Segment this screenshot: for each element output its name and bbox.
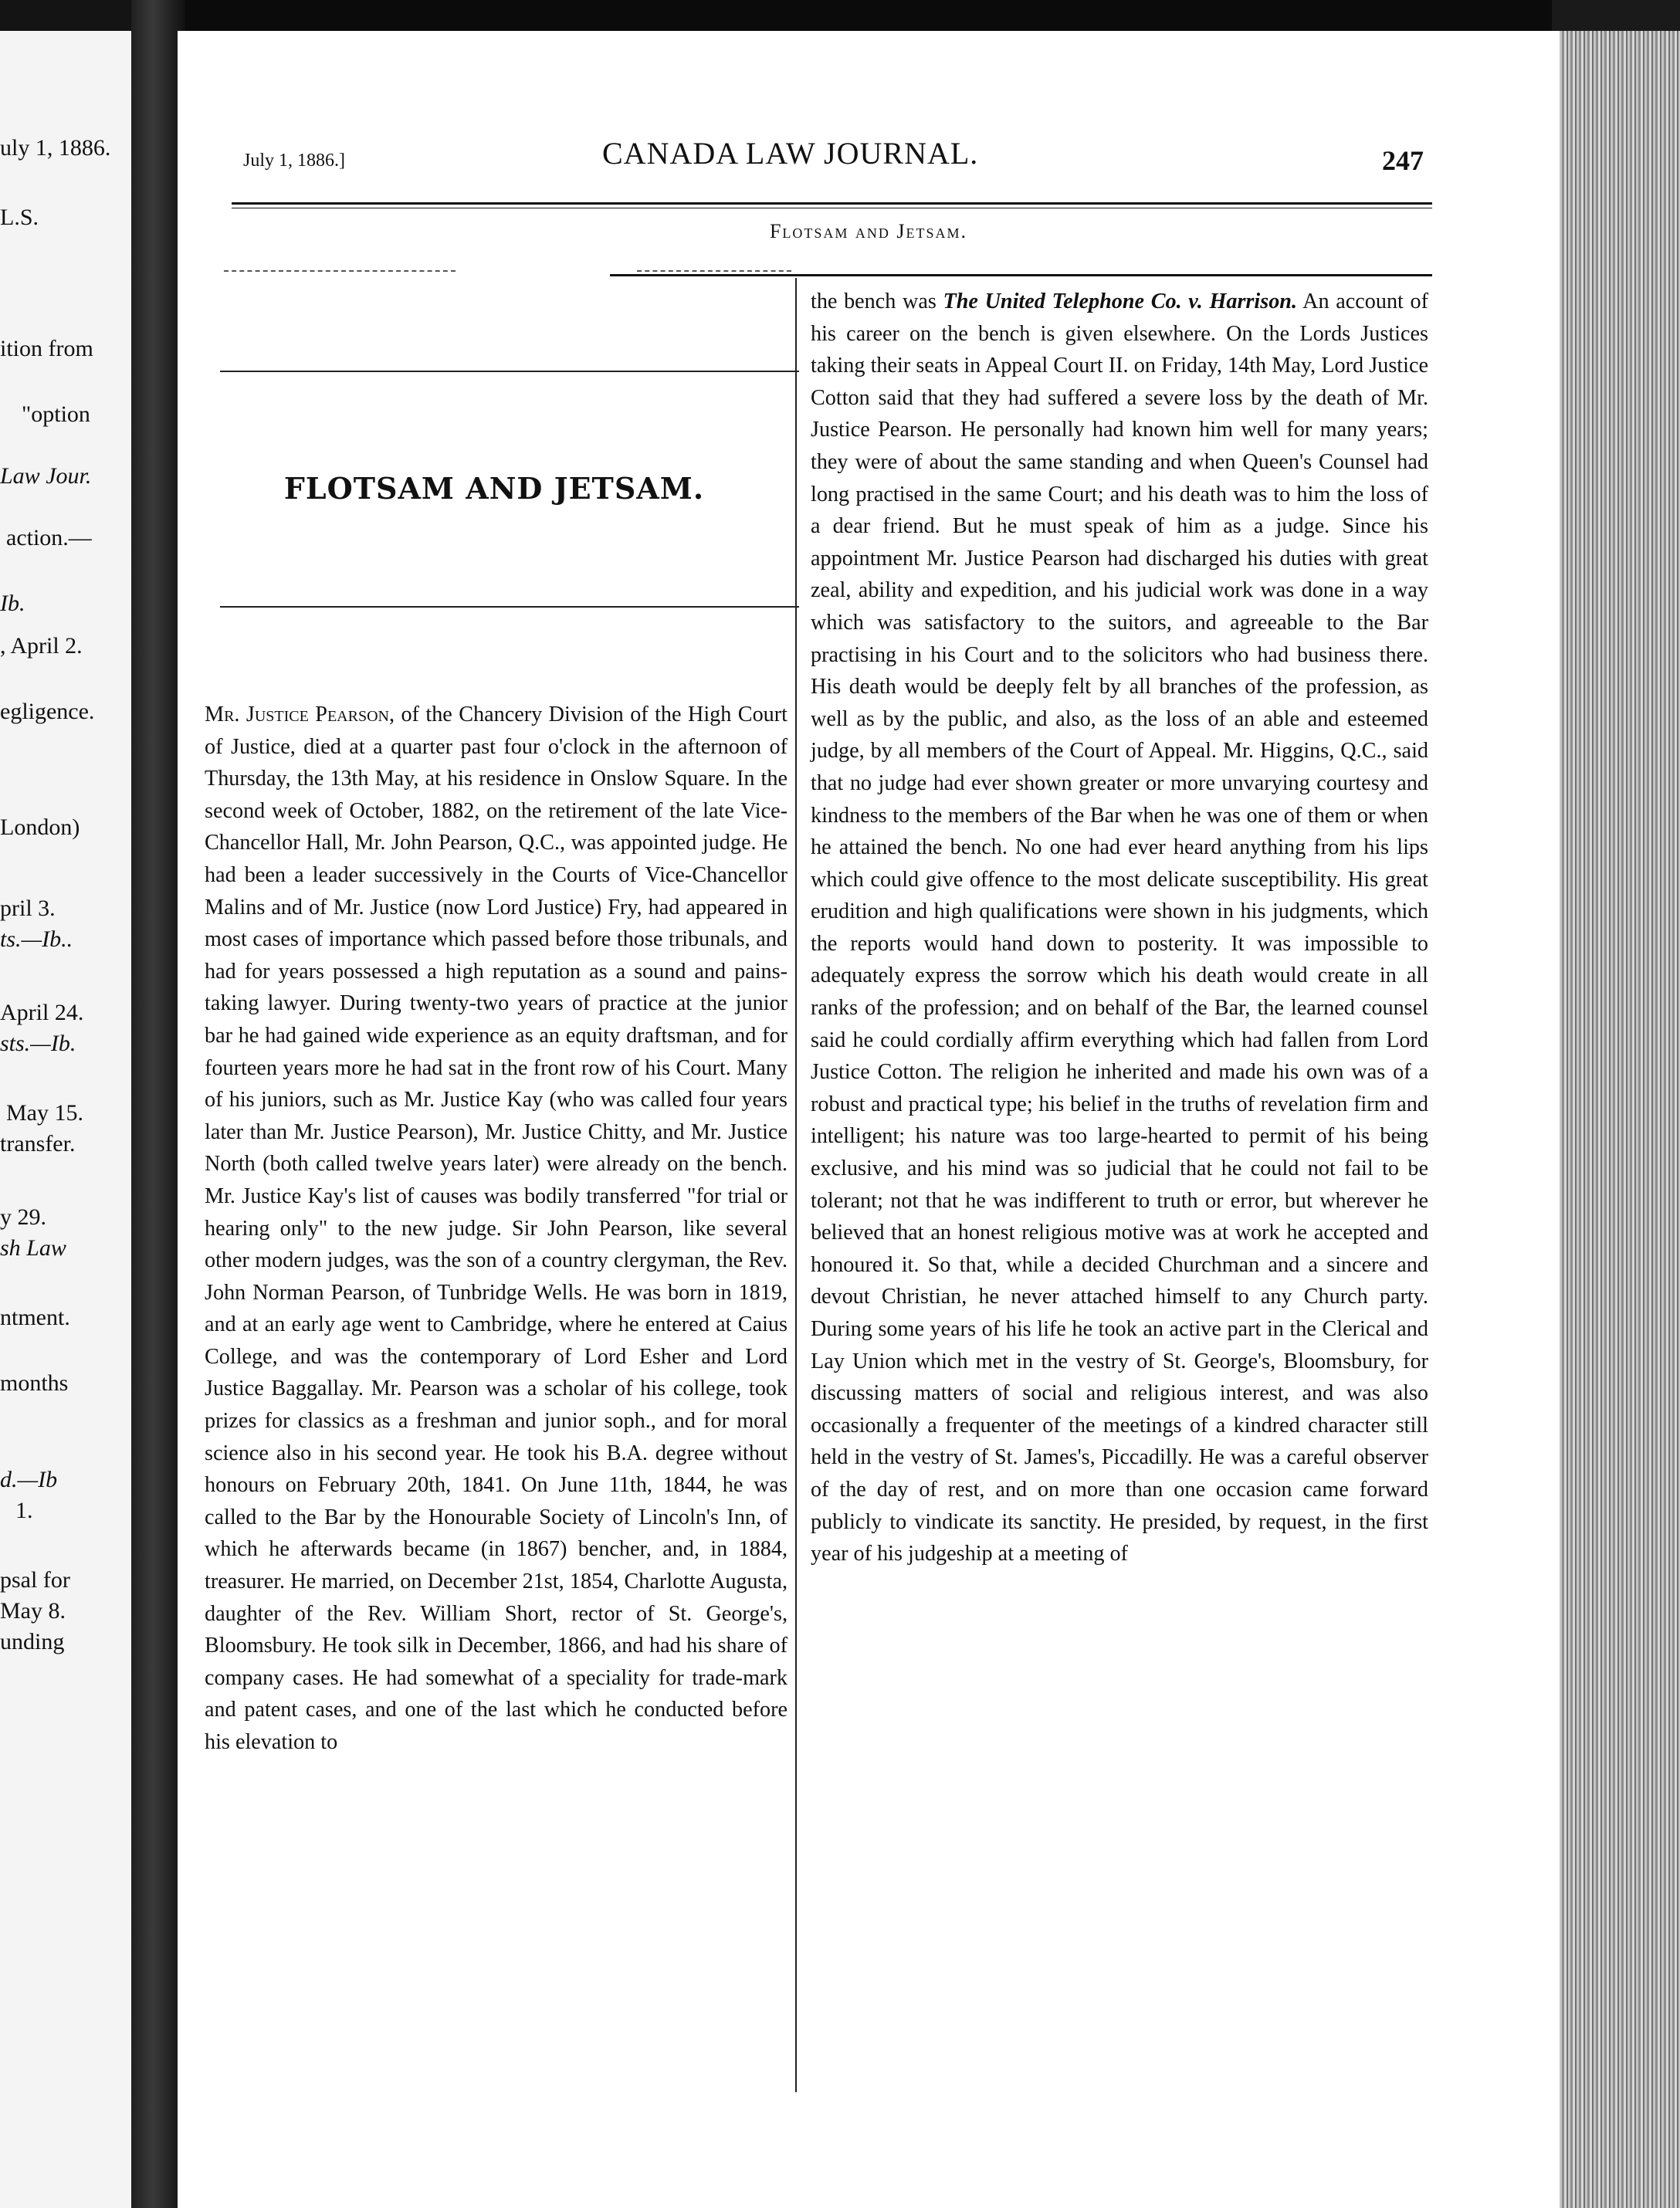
case-name: The United Telephone Co. v. Harrison. bbox=[943, 290, 1298, 313]
adjacent-fragment: ts.—Ib.. bbox=[0, 926, 73, 952]
adjacent-fragment: , April 2. bbox=[0, 633, 83, 659]
column-divider bbox=[795, 278, 797, 2092]
adjacent-fragment: pril 3. bbox=[0, 896, 56, 921]
left-column-text bbox=[205, 699, 788, 1759]
header-date: July 1, 1886.] bbox=[243, 151, 345, 171]
section-heading: Flotsam and Jetsam. bbox=[769, 220, 968, 242]
adjacent-fragment: Ib. bbox=[0, 591, 25, 616]
adjacent-fragment: psal for bbox=[0, 1567, 70, 1593]
journal-title: CANADA LAW JOURNAL. bbox=[602, 136, 979, 171]
adjacent-fragment: unding bbox=[0, 1629, 65, 1654]
adjacent-fragment: Law Jour. bbox=[0, 463, 92, 489]
adjacent-fragment: ition from bbox=[0, 336, 93, 361]
adjacent-page-strip bbox=[0, 31, 141, 2208]
adjacent-fragment: uly 1, 1886. bbox=[0, 135, 111, 161]
adjacent-fragment: May 8. bbox=[0, 1598, 66, 1624]
right-column-start: the bench was bbox=[811, 290, 943, 313]
header-rule bbox=[232, 202, 1432, 208]
headline-rule-bottom bbox=[220, 606, 799, 608]
adjacent-fragment: transfer. bbox=[0, 1131, 76, 1156]
adjacent-fragment: May 15. bbox=[6, 1100, 83, 1126]
adjacent-fragment: sh Law bbox=[0, 1235, 66, 1261]
adjacent-fragment: y 29. bbox=[0, 1204, 46, 1230]
headline-rule-top bbox=[220, 371, 799, 372]
left-column-body: , of the Chancery Division of the High Court of Justice, died at a quarter past four o'clock in the afternoon of Thursday, the 13th May, at his residence in Onslow Square. In the second week of October, 1882, on the retirement of the late Vice-Chancellor Hall, Mr. John Pearson, Q.C., was appointed judge. He had been a leader successively in the Courts of Vice-Chancellor Malins and of Mr. Justice (now Lord Justice) Fry, had appeared in most cases of importance which passed before those tribunals, and had for years possessed a high reputation as a sound and pains-taking lawyer. During twenty-two years of practice at the junior bar he had gained wide experience as an equity draftsman, and for fourteen years more he had sat in the front row of his Court. Many of his juniors, such as Mr. Justice Kay (who was called four years later than Mr. Justice Pearson), Mr. Justice Chitty, and Mr. Justice North (both called twelve years later) were already on the bench. Mr. Justice Kay's list of causes was bodily transferred "for trial or hearing only" to the new judge. Sir John Pearson, like several other modern judges, was the son of a country clergyman, the Rev. John Norman Pearson, of Tunbridge Wells. He was born in 1819, and at an early age went to Cambridge, where he entered at Caius College, and was the contemporary of Lord Esher and Lord Justice Baggallay. Mr. Pearson was a scholar of his college, took prizes for classics as a freshman and junior soph., and for moral science also in his second year. He took his B.A. degree without honours on February 20th, 1841. On June 11th, 1844, he was called to the Bar by the Honourable Society of Lincoln's Inn, of which he afterwards became (in 1867) bencher, and, in 1884, treasurer. He married, on December 21st, 1854, Charlotte Augusta, daughter of the Rev. William Short, rector of St. George's, Bloomsbury. He took silk in December, 1866, and had his share of company cases. He had somewhat of a speciality for trade-mark and patent cases, and one of the last which he conducted before his elevation to bbox=[205, 703, 788, 1754]
opening-name: Mr. Justice Pearson bbox=[205, 703, 389, 726]
adjacent-fragment: "option bbox=[22, 401, 90, 427]
dotted-rule-middle bbox=[637, 270, 791, 272]
adjacent-fragment: ntment. bbox=[0, 1305, 70, 1330]
journal-page bbox=[178, 31, 1560, 2208]
adjacent-fragment: d.—Ib bbox=[0, 1467, 58, 1492]
dotted-rule-left bbox=[224, 270, 456, 272]
scan-border-top bbox=[0, 0, 1680, 31]
page-number: 247 bbox=[1382, 145, 1424, 176]
right-column-text bbox=[811, 286, 1428, 1570]
section-rule bbox=[610, 274, 1432, 276]
adjacent-fragment: L.S. bbox=[0, 205, 39, 230]
adjacent-fragment: 1. bbox=[15, 1498, 33, 1523]
right-column-body: An account of his career on the bench is given elsewhere. On the Lords Justices taking their seats in Appeal Court II. on Friday, 14th May, Lord Justice Cotton said that they had suffered a severe loss by the death of Mr. Justice Pearson. He personally had known him well for many years; they were of about the same standing and when Queen's Counsel had long practised in the same Court; and his death was to him the loss of a dear friend. But he must speak of him as a judge. Since his appointment Mr. Justice Pearson had discharged his duties with great zeal, ability and expedition, and his judicial work was done in a way which was satisfactory to the suitors, and agreeable to the Bar practising in his Court and to the solicitors who had business there. His death would be deeply felt by all branches of the profession, as well as by the public, and also, as the loss of an able and esteemed judge, by all members of the Court of Appeal. Mr. Higgins, Q.C., said that no judge had ever shown greater or more unvarying courtesy and kindness to the members of the Bar when he was one of them or when he attained the bench. No one had ever heard anything from his lips which could give offence to the most delicate susceptibility. His great erudition and high qualifications were shown in his judgments, which the reports would hand down to posterity. It was impossible to adequately express the sorrow which his death would create in all ranks of the profession; and on behalf of the Bar, the learned counsel said he could cordially affirm everything which had fallen from Lord Justice Cotton. The religion he inherited and made his own was of a robust and practical type; his belief in the truths of revelation firm and intelligent; his nature was too large-hearted to permit of his being exclusive, and his mind was so judicial that he could not fail to be tolerant; not that he was indifferent to truth or error, but wherever he believed that an honest religious motive was at work he accepted and honoured it. So that, while a decided Churchman and a sincere and devout Christian, he never attached himself to any Church party. During some years of his life he took an active part in the Clerical and Lay Union which met in the vestry of St. George's, Bloomsbury, for discussing matters of social and religious interest, and was also occasionally a frequenter of the meetings of a kindred character still held in the vestry of St. James's, Piccadilly. He was a careful observer of the day of rest, and on more than one occasion came forward publicly to vindicate its sanctity. He presided, by request, in the first year of his judgeship at a meeting of bbox=[811, 290, 1428, 1566]
adjacent-fragment: egligence. bbox=[0, 699, 95, 724]
adjacent-fragment: months bbox=[0, 1370, 69, 1396]
adjacent-fragment: sts.—Ib. bbox=[0, 1031, 76, 1056]
adjacent-fragment: action.— bbox=[6, 525, 92, 550]
adjacent-fragment: April 24. bbox=[0, 1000, 84, 1025]
adjacent-fragment: London) bbox=[0, 814, 80, 840]
page-edge-texture bbox=[1560, 31, 1680, 2208]
running-head bbox=[178, 135, 1560, 181]
article-headline: FLOTSAM AND JETSAM. bbox=[283, 471, 705, 506]
